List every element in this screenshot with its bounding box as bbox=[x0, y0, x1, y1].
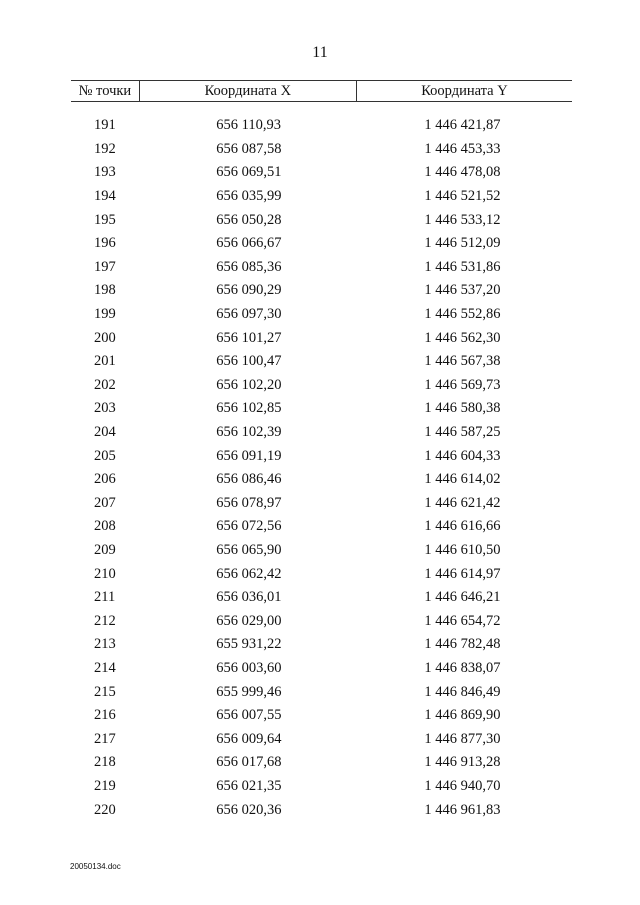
document-filename: 20050134.doc bbox=[70, 862, 121, 871]
table-row bbox=[71, 161, 572, 185]
header-coordinate-y: Координата Y bbox=[356, 81, 572, 102]
coordinate-y-cell: 1 446 531,86 bbox=[424, 258, 501, 275]
point-number-cell: 198 bbox=[94, 282, 116, 299]
coordinate-x-cell: 656 102,39 bbox=[216, 424, 282, 441]
page-number: 11 bbox=[312, 44, 328, 61]
header-coordinate-x: Координата X bbox=[139, 81, 356, 102]
table-row bbox=[71, 279, 572, 303]
table-row bbox=[71, 374, 572, 398]
point-number-cell: 210 bbox=[94, 565, 116, 582]
coordinate-y-cell: 1 446 580,38 bbox=[424, 400, 501, 417]
table-row bbox=[71, 798, 572, 822]
table-row bbox=[71, 397, 572, 421]
point-number-cell: 206 bbox=[94, 471, 116, 488]
coordinate-y-cell: 1 446 646,21 bbox=[424, 589, 501, 606]
coordinate-y-cell: 1 446 421,87 bbox=[424, 117, 501, 134]
point-number-cell: 215 bbox=[94, 683, 116, 700]
coordinate-y-cell: 1 446 610,50 bbox=[424, 541, 501, 558]
table-body bbox=[71, 102, 572, 822]
point-number-cell: 202 bbox=[94, 376, 116, 393]
coordinates-table bbox=[71, 80, 572, 822]
coordinate-y-cell: 1 446 587,25 bbox=[424, 424, 501, 441]
table-row bbox=[71, 326, 572, 350]
coordinate-y-cell: 1 446 877,30 bbox=[424, 730, 501, 747]
coordinate-x-cell: 656 062,42 bbox=[216, 565, 282, 582]
coordinate-x-cell: 656 101,27 bbox=[216, 329, 282, 346]
point-number-cell: 218 bbox=[94, 754, 116, 771]
point-number-cell: 196 bbox=[94, 235, 116, 252]
table-row bbox=[71, 350, 572, 374]
coordinate-x-cell: 656 069,51 bbox=[216, 164, 282, 181]
coordinate-x-cell: 656 035,99 bbox=[216, 188, 282, 205]
coordinate-x-cell: 656 020,36 bbox=[216, 801, 282, 818]
header-point-number: № точки bbox=[71, 81, 139, 102]
coordinate-x-cell: 656 097,30 bbox=[216, 306, 282, 323]
table-row bbox=[71, 727, 572, 751]
point-number-cell: 191 bbox=[94, 117, 116, 134]
table-row bbox=[71, 680, 572, 704]
point-number-cell: 200 bbox=[94, 329, 116, 346]
point-number-cell: 192 bbox=[94, 140, 116, 157]
point-number-cell: 205 bbox=[94, 447, 116, 464]
coordinate-x-cell: 656 102,20 bbox=[216, 376, 282, 393]
coordinate-y-cell: 1 446 846,49 bbox=[424, 683, 501, 700]
table-row bbox=[71, 303, 572, 327]
coordinate-y-cell: 1 446 478,08 bbox=[424, 164, 501, 181]
coordinate-x-cell: 655 999,46 bbox=[216, 683, 282, 700]
coordinate-x-cell: 656 007,55 bbox=[216, 707, 282, 724]
point-number-cell: 201 bbox=[94, 353, 116, 370]
coordinate-x-cell: 656 086,46 bbox=[216, 471, 282, 488]
table-row bbox=[71, 609, 572, 633]
table-row bbox=[71, 539, 572, 563]
coordinate-x-cell: 656 091,19 bbox=[216, 447, 282, 464]
point-number-cell: 195 bbox=[94, 211, 116, 228]
coordinate-x-cell: 656 003,60 bbox=[216, 659, 282, 676]
point-number-cell: 212 bbox=[94, 612, 116, 629]
coordinate-x-cell: 656 102,85 bbox=[216, 400, 282, 417]
coordinate-x-cell: 656 021,35 bbox=[216, 777, 282, 794]
coordinate-x-cell: 656 009,64 bbox=[216, 730, 282, 747]
coordinate-x-cell: 656 072,56 bbox=[216, 518, 282, 535]
table-row bbox=[71, 515, 572, 539]
coordinate-x-cell: 656 078,97 bbox=[216, 494, 282, 511]
coordinate-y-cell: 1 446 869,90 bbox=[424, 707, 501, 724]
coordinate-x-cell: 656 110,93 bbox=[216, 117, 281, 134]
coordinate-x-cell: 656 087,58 bbox=[216, 140, 282, 157]
point-number-cell: 220 bbox=[94, 801, 116, 818]
coordinate-y-cell: 1 446 537,20 bbox=[424, 282, 501, 299]
coordinate-x-cell: 656 036,01 bbox=[216, 589, 282, 606]
coordinate-x-cell: 655 931,22 bbox=[216, 636, 282, 653]
table-row bbox=[71, 138, 572, 162]
coordinate-x-cell: 656 050,28 bbox=[216, 211, 282, 228]
table-row bbox=[71, 492, 572, 516]
table-row bbox=[71, 208, 572, 232]
point-number-cell: 199 bbox=[94, 306, 116, 323]
coordinate-y-cell: 1 446 569,73 bbox=[424, 376, 501, 393]
table-row bbox=[71, 704, 572, 728]
coordinate-y-cell: 1 446 521,52 bbox=[424, 188, 501, 205]
table-header-row bbox=[71, 81, 572, 102]
coordinate-y-cell: 1 446 913,28 bbox=[424, 754, 501, 771]
coordinate-y-cell: 1 446 838,07 bbox=[424, 659, 501, 676]
table-row bbox=[71, 775, 572, 799]
header-spacer bbox=[71, 102, 572, 115]
point-number-cell: 194 bbox=[94, 188, 116, 205]
coordinate-x-cell: 656 029,00 bbox=[216, 612, 282, 629]
point-number-cell: 214 bbox=[94, 659, 116, 676]
table-row bbox=[71, 586, 572, 610]
coordinate-y-cell: 1 446 512,09 bbox=[424, 235, 501, 252]
table-row bbox=[71, 185, 572, 209]
point-number-cell: 216 bbox=[94, 707, 116, 724]
point-number-cell: 197 bbox=[94, 258, 116, 275]
coordinate-y-cell: 1 446 782,48 bbox=[424, 636, 501, 653]
coordinate-y-cell: 1 446 621,42 bbox=[424, 494, 501, 511]
table-row bbox=[71, 751, 572, 775]
table-row bbox=[71, 562, 572, 586]
point-number-cell: 207 bbox=[94, 494, 116, 511]
point-number-cell: 203 bbox=[94, 400, 116, 417]
coordinate-x-cell: 656 066,67 bbox=[216, 235, 282, 252]
coordinate-y-cell: 1 446 654,72 bbox=[424, 612, 501, 629]
coordinate-x-cell: 656 100,47 bbox=[216, 353, 282, 370]
point-number-cell: 211 bbox=[94, 589, 116, 606]
point-number-cell: 219 bbox=[94, 777, 116, 794]
point-number-cell: 208 bbox=[94, 518, 116, 535]
coordinate-y-cell: 1 446 533,12 bbox=[424, 211, 501, 228]
table-row bbox=[71, 444, 572, 468]
coordinate-y-cell: 1 446 614,97 bbox=[424, 565, 501, 582]
coordinate-y-cell: 1 446 604,33 bbox=[424, 447, 501, 464]
coordinate-y-cell: 1 446 453,33 bbox=[424, 140, 501, 157]
coordinate-x-cell: 656 017,68 bbox=[216, 754, 282, 771]
coordinate-x-cell: 656 065,90 bbox=[216, 541, 282, 558]
table-row bbox=[71, 114, 572, 138]
point-number-cell: 204 bbox=[94, 424, 116, 441]
table-row bbox=[71, 256, 572, 280]
table-row bbox=[71, 232, 572, 256]
point-number-cell: 193 bbox=[94, 164, 116, 181]
coordinate-x-cell: 656 090,29 bbox=[216, 282, 282, 299]
table-row bbox=[71, 421, 572, 445]
table-row bbox=[71, 657, 572, 681]
table-row bbox=[71, 468, 572, 492]
coordinate-x-cell: 656 085,36 bbox=[216, 258, 282, 275]
point-number-cell: 217 bbox=[94, 730, 116, 747]
coordinate-y-cell: 1 446 567,38 bbox=[424, 353, 501, 370]
point-number-cell: 213 bbox=[94, 636, 116, 653]
coordinate-y-cell: 1 446 552,86 bbox=[424, 306, 501, 323]
coordinate-y-cell: 1 446 961,83 bbox=[424, 801, 501, 818]
table-row bbox=[71, 633, 572, 657]
coordinate-y-cell: 1 446 616,66 bbox=[424, 518, 501, 535]
coordinate-y-cell: 1 446 940,70 bbox=[424, 777, 501, 794]
point-number-cell: 209 bbox=[94, 541, 116, 558]
coordinate-y-cell: 1 446 614,02 bbox=[424, 471, 501, 488]
coordinate-y-cell: 1 446 562,30 bbox=[424, 329, 501, 346]
